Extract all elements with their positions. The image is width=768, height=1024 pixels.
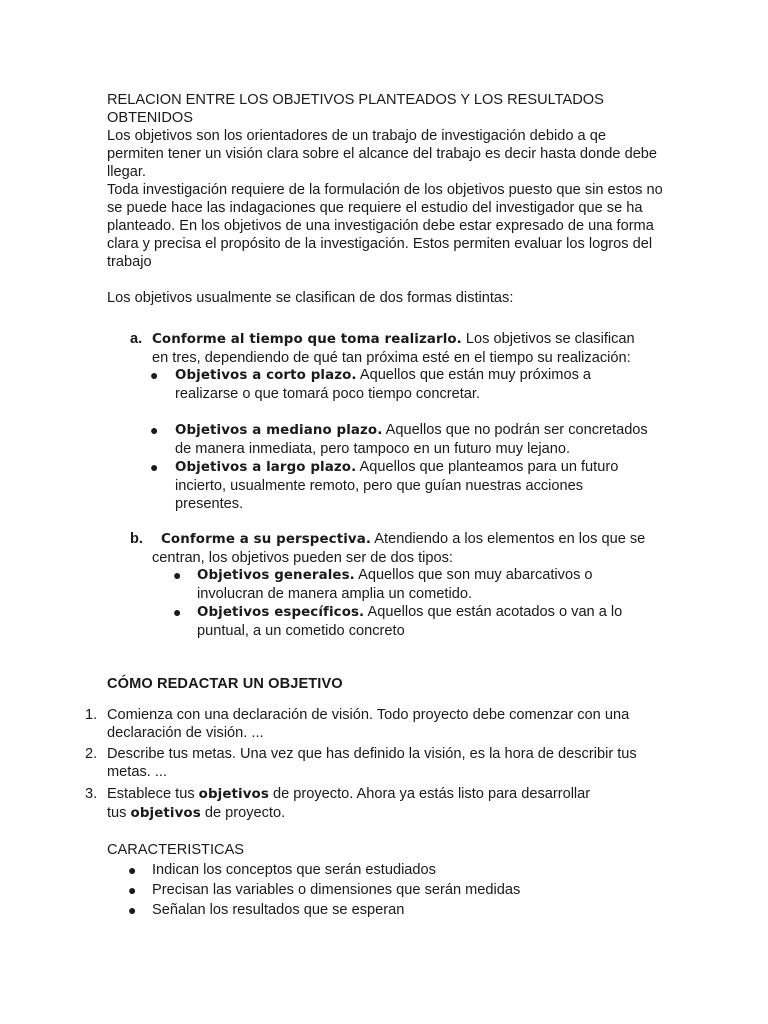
bullet-icon: ● <box>128 902 137 918</box>
item-text: Aquellos que están muy próximos a realizarse o que tomará poco tiempo concretar. <box>175 367 592 402</box>
features-heading: CARACTERISTICAS <box>107 842 245 858</box>
list-item-generales <box>197 566 617 603</box>
item-text: Aquellos que son muy abarcativos o involucran de manera amplia un cometido. <box>197 567 593 602</box>
item-title: Objetivos generales. <box>197 568 355 583</box>
classification-a-text: Los objetivos se clasifican en tres, dependiendo de qué tan próxima esté en el tiempo su realización: <box>152 331 635 366</box>
classification-b <box>152 530 652 567</box>
item-title: Objetivos específicos. <box>197 605 365 620</box>
classification-a <box>152 330 642 367</box>
list-item-largo-plazo <box>175 458 625 513</box>
howto-item-2: Describe tus metas. Una vez que has definido la visión, es la hora de describir tus metas. ... <box>107 746 637 780</box>
item-text: Establece tus <box>107 786 199 802</box>
bullet-icon: ● <box>173 604 182 620</box>
list-number: 1. <box>85 707 98 723</box>
title-line-1: RELACION ENTRE LOS OBJETIVOS PLANTEADOS Y LOS RESULTADOS <box>107 92 604 108</box>
list-item-corto-plazo <box>175 366 650 403</box>
item-text: de proyecto. <box>200 805 286 821</box>
item-text: Aquellos que no podrán ser concretados de manera inmediata, pero tampoco en un futuro muy lejano. <box>175 422 648 457</box>
item-bold: objetivos <box>130 806 201 821</box>
item-text: Aquellos que están acotados o van a lo puntual, a un cometido concreto <box>197 604 623 639</box>
howto-item-3 <box>107 785 602 823</box>
classification-b-title: Conforme a su perspectiva. <box>161 532 372 547</box>
howto-item-1: Comienza con una declaración de visión. Todo proyecto debe comenzar con una declaración de visión. ... <box>107 707 630 741</box>
item-title: Objetivos a corto plazo. <box>175 368 357 383</box>
bullet-icon: ● <box>150 422 159 438</box>
item-title: Objetivos a largo plazo. <box>175 460 357 475</box>
bullet-icon: ● <box>128 882 137 898</box>
list-number: 2. <box>85 746 98 762</box>
bullet-icon: ● <box>173 567 182 583</box>
list-number: 3. <box>85 786 98 802</box>
bullet-icon: ● <box>150 367 159 383</box>
item-text: de proyecto. Ahora ya estás listo para desarrollar tus <box>107 786 591 821</box>
list-marker-b: b. <box>130 531 143 547</box>
intro-paragraph-3: Los objetivos usualmente se clasifican de dos formas distintas: <box>107 290 514 306</box>
feature-item: Indican los conceptos que serán estudiados <box>152 862 436 878</box>
list-item-mediano-plazo <box>175 421 650 458</box>
bullet-icon: ● <box>128 862 137 878</box>
intro-paragraph-2: Toda investigación requiere de la formulación de los objetivos puesto que sin estos no se puede hace las indagaciones que requiere el estudio del investigador que se ha planteado. En los objetivos de una investigación debe estar expresado de una forma clara y precisa el propósito de la investigación. Estos permiten evaluar los logros del trabajo <box>107 182 663 270</box>
list-item-especificos <box>197 603 647 640</box>
intro-paragraph-1: Los objetivos son los orientadores de un trabajo de investigación debido a qe permiten tener un visión clara sobre el alcance del trabajo es decir hasta donde debe llegar. <box>107 128 658 180</box>
item-title: Objetivos a mediano plazo. <box>175 423 383 438</box>
classification-a-title: Conforme al tiempo que toma realizarlo. <box>152 332 462 347</box>
classification-b-text: Atendiendo a los elementos en los que se centran, los objetivos pueden ser de dos tipos: <box>152 531 646 566</box>
howto-heading: CÓMO REDACTAR UN OBJETIVO <box>107 676 343 692</box>
feature-item: Señalan los resultados que se esperan <box>152 902 405 918</box>
bullet-icon: ● <box>150 459 159 475</box>
title-line-2: OBTENIDOS <box>107 110 193 126</box>
list-marker-a: a. <box>130 331 143 347</box>
document-title <box>107 91 667 127</box>
item-text: Aquellos que planteamos para un futuro incierto, usualmente remoto, pero que guían nuestras acciones presentes. <box>175 459 619 512</box>
feature-item: Precisan las variables o dimensiones que serán medidas <box>152 882 521 898</box>
item-bold: objetivos <box>198 787 269 802</box>
